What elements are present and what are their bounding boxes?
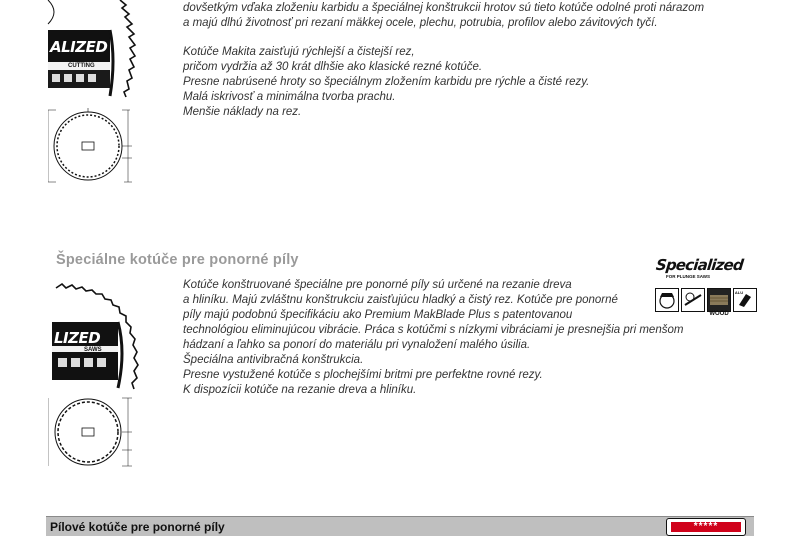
blade-sub-text-1: CUTTING — [68, 63, 95, 69]
para-line: technológiou eliminujúcou vibrácie. Práca s kotúčmi s nízkymi vibráciami je presnejšia pri menšom — [183, 324, 684, 336]
para-line: dovšetkým vďaka zloženiu karbidu a špeciálnej konštrukcii hrotov sú tieto kotúče odolné proti nárazom — [183, 2, 705, 14]
para-line: hádzaní a ľahko sa ponorí do materiálu pri vynaložení malého úsilia. — [183, 339, 531, 351]
wood-label: WOOD — [709, 311, 729, 317]
wood-material-icon — [707, 288, 731, 312]
category-bar — [46, 516, 754, 536]
para-line: K dispozícii kotúče na rezanie dreva a hliníku. — [183, 384, 417, 396]
specialized-logo-sub: FOR PLUNGE SAWS — [666, 274, 711, 279]
blade-brand-text-2: LIZED — [54, 329, 101, 347]
para-line: Presne vystužené kotúče s plochejšími britmi pre perfektne rovné rezy. — [183, 369, 543, 381]
para-line: Malá iskrivosť a minimálna tvorba prachu. — [183, 91, 396, 103]
alu-label: ALU — [734, 290, 744, 295]
para-line: píly majú podobnú špecifikáciu ako Premium MakBlade Plus s patentovanou — [183, 309, 573, 321]
para-line: Presne nabrúsené hroty so špeciálnym zložením karbidu pre rýchle a čisté rezy. — [183, 76, 590, 88]
para-line: Špeciálna antivibračná konštrukcia. — [183, 354, 364, 366]
category-title: Pílové kotúče pre ponorné píly — [50, 520, 225, 534]
blade-drawing-2 — [48, 394, 148, 474]
para-line: Kotúče Makita zaisťujú rýchlejší a čistejší rez, — [183, 46, 415, 58]
para-line: a hliníku. Majú zvláštnu konštrukciu zaisťujúcu hladký a čistý rez. Kotúče pre ponorné — [183, 294, 618, 306]
section-2-heading: Špeciálne kotúče pre ponorné píly — [56, 252, 299, 268]
section-1-paragraph-2 — [183, 45, 589, 120]
para-line: Menšie náklady na rez. — [183, 106, 302, 118]
section-2-paragraph — [183, 278, 683, 398]
section-1-paragraph-1 — [183, 1, 704, 31]
para-line: pričom vydržia až 30 krát dlhšie ako klasické rezné kotúče. — [183, 61, 483, 73]
plunge-saw-icon — [655, 288, 679, 312]
blade-sub-text-2: SAWS — [84, 347, 102, 353]
section-1 — [0, 0, 800, 240]
saw-cut-icon — [681, 288, 705, 312]
specialized-logo: Specialized — [655, 256, 744, 274]
para-line: Kotúče konštruované špeciálne pre ponorné píly sú určené na rezanie dreva — [183, 279, 572, 291]
blade-brand-text-1: ALIZED — [50, 38, 108, 56]
para-line: a majú dlhú životnosť pri rezaní mäkkej ocele, plechu, potrubia, profilov alebo závitových tyčí. — [183, 17, 658, 29]
blade-drawing-1 — [48, 106, 148, 192]
rating-stars: ***** — [671, 522, 741, 532]
rating-badge — [666, 518, 746, 536]
